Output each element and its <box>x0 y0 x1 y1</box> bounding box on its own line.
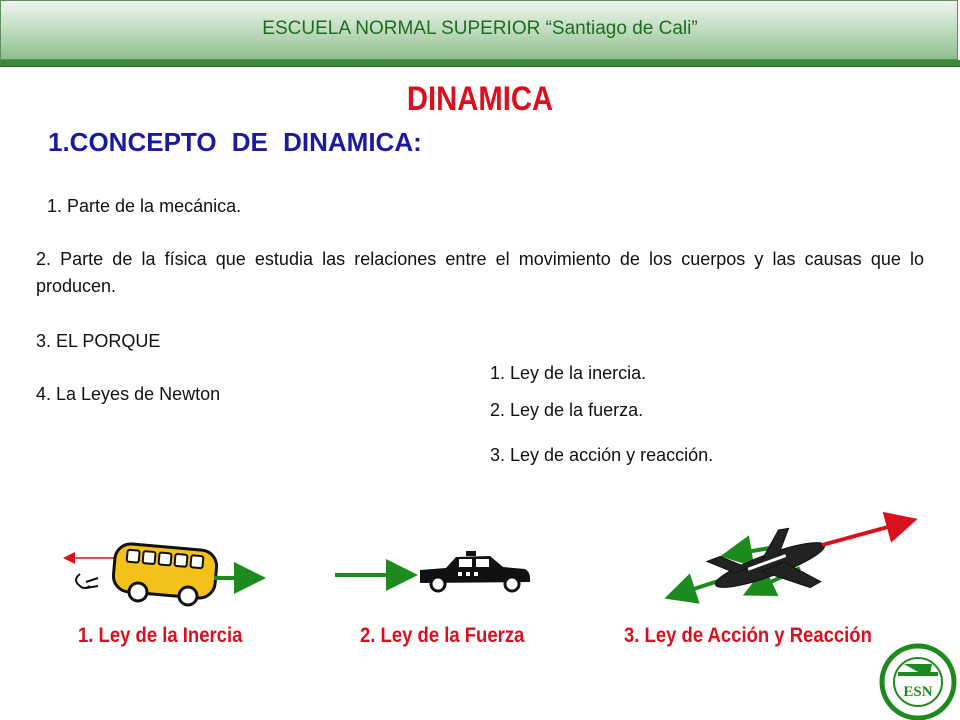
caption-action-reaction: 3. Ley de Acción y Reacción <box>624 624 872 647</box>
slide-title: DINAMICA <box>406 80 554 118</box>
caption-force: 2. Ley de la Fuerza <box>360 624 525 647</box>
item-3: 3. EL PORQUE <box>36 331 161 351</box>
svg-text:ESN: ESN <box>903 684 933 700</box>
reaction-red-arrow <box>822 521 910 545</box>
law-2: 2. Ley de la fuerza. <box>490 400 644 420</box>
bus-icon <box>66 543 258 605</box>
law-3: 3. Ley de acción y reacción. <box>490 445 714 465</box>
caption-inertia: 1. Ley de la Inercia <box>78 624 243 647</box>
item-2: 2. Parte de la física que estudia las relaciones entre el movimiento de los cuerpos y las causas que lo producen. <box>36 249 924 296</box>
taxi-icon <box>335 551 530 591</box>
item-4: 4. La Leyes de Newton <box>36 384 221 404</box>
law-1: 1. Ley de la inercia. <box>490 363 647 383</box>
airplane-icon <box>672 517 910 618</box>
school-logo <box>882 646 954 718</box>
school-name: ESCUELA NORMAL SUPERIOR “Santiago de Cali” <box>262 18 698 39</box>
section-heading: 1.CONCEPTO DE DINAMICA: <box>48 127 422 157</box>
item-1: 1. Parte de la mecánica. <box>47 196 242 216</box>
